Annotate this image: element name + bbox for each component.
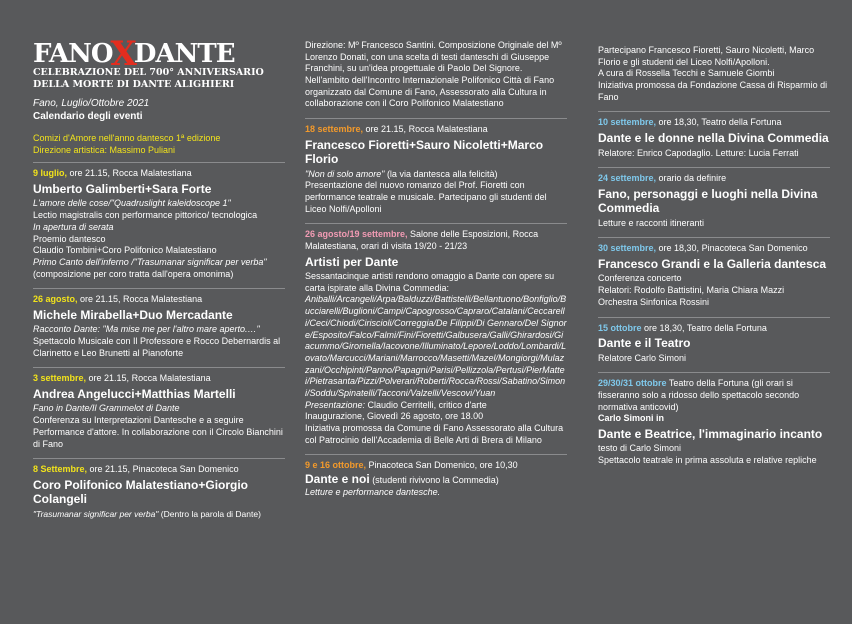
event-text: Partecipano Francesco Fioretti, Sauro Nicoletti, Marco Florio e gli studenti del Liceo Nolfi/Apolloni. xyxy=(598,45,815,67)
event-header xyxy=(33,464,285,476)
event-text: Proemio dantesco xyxy=(33,233,106,244)
event-text: Relatore Carlo Simoni xyxy=(598,352,687,363)
event-venue: ore 21.15, Rocca Malatestiana xyxy=(363,124,488,135)
column-2 xyxy=(305,40,567,506)
event-venue: Pinacoteca San Domenico, ore 10,30 xyxy=(366,460,518,471)
logo-x: X xyxy=(110,34,136,74)
subtitle-line-1: CELEBRAZIONE DEL 700° ANNIVERSARIO xyxy=(33,67,264,78)
event-mirabella xyxy=(33,294,285,359)
event-text: Carlo Simoni in xyxy=(598,413,665,424)
divider xyxy=(305,118,567,119)
event-note: (Dentro la parola di Dante) xyxy=(158,508,261,519)
event-coro xyxy=(33,464,285,520)
event-text: Presentazione del nuovo romanzo del Prof. Fioretti con performance teatrale e musicale. Partecipano gli studenti del Liceo Nolfi/Apolloni xyxy=(305,180,547,214)
event-date: 15 ottobre xyxy=(598,322,642,333)
event-beatrice xyxy=(598,378,830,467)
event-date: 3 settembre, xyxy=(33,373,87,384)
event-title: Andrea Angelucci+Matthias Martelli xyxy=(33,387,236,402)
event-header xyxy=(598,117,830,129)
event-header xyxy=(598,243,830,255)
divider xyxy=(598,372,830,373)
column-3 xyxy=(598,45,830,475)
event-text: Conferenza concerto xyxy=(598,273,682,284)
event-date: 24 settembre, xyxy=(598,173,657,184)
event-date: 9 luglio, xyxy=(33,168,68,179)
event-venue: ore 18,30, Teatro della Fortuna xyxy=(656,117,782,128)
event-title-row xyxy=(305,472,567,487)
event-title: Umberto Galimberti+Sara Forte xyxy=(33,182,212,197)
event-title: Francesco Fioretti+Sauro Nicoletti+Marco Florio xyxy=(305,137,544,167)
event-galimberti xyxy=(33,168,285,280)
presentation-label: Presentazione: xyxy=(305,399,368,410)
divider xyxy=(33,162,285,163)
event-date: 10 settembre, xyxy=(598,117,657,128)
event-text: Sessantacinque artisti rendono omaggio a Dante con opere su carta ispirate alla Divina Commedia: xyxy=(305,271,555,293)
intro-line-2: Direzione artistica: Massimo Puliani xyxy=(33,144,176,155)
event-title: Dante e Beatrice, l'immaginario incanto xyxy=(598,427,823,442)
intro xyxy=(33,133,285,156)
event-coro-continued xyxy=(305,40,567,110)
event-date: 18 settembre, xyxy=(305,124,364,135)
event-date: 26 agosto, xyxy=(33,294,78,305)
event-title: Fano, personaggi e luoghi nella Divina Commedia xyxy=(598,186,818,216)
event-text: Inaugurazione, Giovedì 26 agosto, ore 18.00 xyxy=(305,411,484,422)
subtitle-line-2: DELLA MORTE DI DANTE ALIGHIERI xyxy=(33,78,235,90)
event-fioretti-continued xyxy=(598,45,830,103)
event-date: 30 settembre, xyxy=(598,243,657,254)
event-text: A cura di Rossella Tecchi e Samuele Giombi xyxy=(598,68,775,79)
event-note: (la via dantesca alla felicità) xyxy=(384,168,498,179)
event-text: Spettacolo Musicale con Il Professore e Rocco Debernardis al Clarinetto e Leo Brunetti al Pianoforte xyxy=(33,336,281,358)
place-date: Fano, Luglio/Ottobre 2021 xyxy=(33,98,150,109)
event-date: 29/30/31 ottobre xyxy=(598,378,667,389)
event-text: In apertura di serata xyxy=(33,221,114,232)
divider xyxy=(33,288,285,289)
event-text: Nell'ambito dell'Incontro Internazionale Polifonico Città di Fano organizzato dal Comune di Fano, Assessorato alla Cultura in collaborazione con il Coro Polifonico Malatestiano xyxy=(305,75,555,109)
event-text: (composizione per coro tratta dall'opera omonima) xyxy=(33,268,234,279)
divider xyxy=(598,237,830,238)
event-text: Direzione: Mº Francesco Santini. Composizione Originale del Mº Lorenzo Donati, con una scelta di testi danteschi di Giuseppe Franchini, su un'idea progettuale di Paolo Del Signore. xyxy=(305,40,562,74)
event-title: Francesco Grandi e la Galleria dantesca xyxy=(598,257,827,272)
event-header xyxy=(598,173,830,185)
event-date: 26 agosto/19 settembre, xyxy=(305,229,408,240)
event-text: Relatore: Enrico Capodaglio. Letture: Lucia Ferrati xyxy=(598,147,799,158)
event-text: Letture e performance dantesche. xyxy=(305,486,441,497)
event-header xyxy=(33,168,285,180)
event-title: Michele Mirabella+Duo Mercadante xyxy=(33,307,233,322)
event-header xyxy=(305,229,567,252)
subtitle xyxy=(33,67,293,91)
event-subtitle: Fano in Dante/Il Grammelot di Dante xyxy=(33,403,180,414)
event-text: Lectio magistralis con performance pittorico/ tecnologica xyxy=(33,210,258,221)
event-fioretti xyxy=(305,124,567,215)
divider xyxy=(33,367,285,368)
event-title: Artisti per Dante xyxy=(305,254,399,269)
divider xyxy=(598,111,830,112)
event-grandi xyxy=(598,243,830,308)
event-text: Conferenza su Interpretazioni Dantesche e a seguire Performance d'attore. In collaborazione con il Circolo Bianchini xyxy=(33,415,283,437)
event-header xyxy=(33,373,285,385)
event-venue: ore 21.15, Rocca Malatestiana xyxy=(67,168,192,179)
divider xyxy=(598,317,830,318)
artists-list: Aniballi/Arcangeli/Arpa/Balduzzi/Battistelli/Bellantuono/Bonfiglio/Bucciarelli/Buglioni/Campi/Capogrosso/Capraro/Catalani/Ceccarelli/Ceci/Chiodi/Ciriscioli/Correggia/De Filippi/Di Gennaro/Del Signore/Esposito/Falco/Falmi/Fini/Fioretti/Galbusera/Galli/Ghirardosi/Giacummo/Giromella/Iacovone/Illuminato/Lepore/Loddo/Lombardi/Lovato/Marcucci/Mariani/Marrocco/Masetti/Mazel/Mongiorgi/Mulazzani/Occhipinti/Panno/Papagni/Parisi/Pellizzola/Pertusi/PierMattei/Pietrasanta/Pizzi/Polverari/Roberti/Rocca/Rossi/Sabatino/Simoni/Soddu/Spinatelli/Tacconi/Valzelli/Vescovi/Yuan xyxy=(305,294,567,398)
event-title: Dante e le donne nella Divina Commedia xyxy=(598,131,829,146)
divider xyxy=(305,223,567,224)
event-text: Spettacolo teatrale in prima assoluta e relative repliche xyxy=(598,455,817,466)
event-artisti xyxy=(305,229,567,446)
event-venue: orario da definire xyxy=(656,173,727,184)
event-title: Dante e noi xyxy=(305,472,370,487)
event-subtitle: "Trasumanar significar per verba" xyxy=(33,508,159,519)
event-venue: ore 21.15, Pinacoteca San Domenico xyxy=(87,464,239,475)
event-venue: ore 21.15, Rocca Malatestiana xyxy=(86,373,211,384)
event-subtitle: "Non di solo amore" xyxy=(305,168,385,179)
event-text: testo di Carlo Simoni xyxy=(598,443,682,454)
event-text: Primo Canto dell'inferno /"Trasumanar significar per verba" xyxy=(33,256,267,267)
event-text xyxy=(305,400,567,412)
presentation-name: Claudio Cerritelli, critico d'arte xyxy=(367,399,487,410)
event-title: Coro Polifonico Malatestiano+Giorgio Colangeli xyxy=(33,477,249,507)
event-teatro xyxy=(598,323,830,365)
event-text xyxy=(33,509,285,520)
event-header xyxy=(33,294,285,306)
event-note: (studenti rivivono la Commedia) xyxy=(369,475,499,486)
event-header xyxy=(305,460,567,472)
event-text xyxy=(305,169,567,181)
event-venue: Salone delle Esposizioni, Rocca Malatestiana, orari di visita 19/20 - 21/23 xyxy=(305,229,539,252)
intro-line-1: Comizi d'Amore nell'anno dantesco 1ª edizione xyxy=(33,133,221,143)
logo-dante: DANTE xyxy=(133,39,235,69)
event-fano-personaggi xyxy=(598,173,830,229)
divider xyxy=(598,167,830,168)
event-date: 9 e 16 ottobre, xyxy=(305,460,367,471)
divider xyxy=(33,458,285,459)
event-header xyxy=(598,323,830,335)
event-text: Iniziativa promossa da Comune di Fano Assessorato alla Cultura col Patrocinio dell'Accademia di Belle Arti di Brera di Milano xyxy=(305,423,564,445)
event-venue: ore 18,30, Pinacoteca San Domenico xyxy=(656,243,808,254)
column-1 xyxy=(33,133,285,528)
event-header xyxy=(305,124,567,136)
event-donne xyxy=(598,117,830,159)
event-date: 8 Settembre, xyxy=(33,464,88,475)
event-subtitle: L'amore delle cose/"Quadruslight kaleidoscope 1" xyxy=(33,198,231,209)
event-title: Dante e il Teatro xyxy=(598,336,691,351)
logo-fano: FANO xyxy=(33,39,113,69)
divider xyxy=(305,454,567,455)
event-text: Iniziativa promossa da Fondazione Cassa di Risparmio di Fano xyxy=(598,80,828,102)
event-angelucci xyxy=(33,373,285,450)
event-dante-e-noi xyxy=(305,460,567,498)
event-text: Letture e racconti itineranti xyxy=(598,217,705,228)
event-venue: Teatro della Fortuna (gli orari si fisseranno solo a ridosso dello spettacolo secondo normativa anticovid) xyxy=(598,378,800,412)
event-venue: ore 21.15, Rocca Malatestiana xyxy=(77,294,203,305)
event-subtitle: Racconto Dante: "Ma mise me per l'altro mare aperto.…" xyxy=(33,324,260,335)
event-text: di Fano xyxy=(33,438,64,449)
event-text: Relatori: Rodolfo Battistini, Maria Chiara Mazzi xyxy=(598,285,785,296)
event-text: Orchestra Sinfonica Rossini xyxy=(598,296,710,307)
event-header xyxy=(598,378,830,413)
event-venue: ore 18,30, Teatro della Fortuna xyxy=(641,322,767,333)
event-text: Claudio Tombini+Coro Polifonico Malatestiano xyxy=(33,245,217,256)
calendar-heading: Calendario degli eventi xyxy=(33,111,143,122)
